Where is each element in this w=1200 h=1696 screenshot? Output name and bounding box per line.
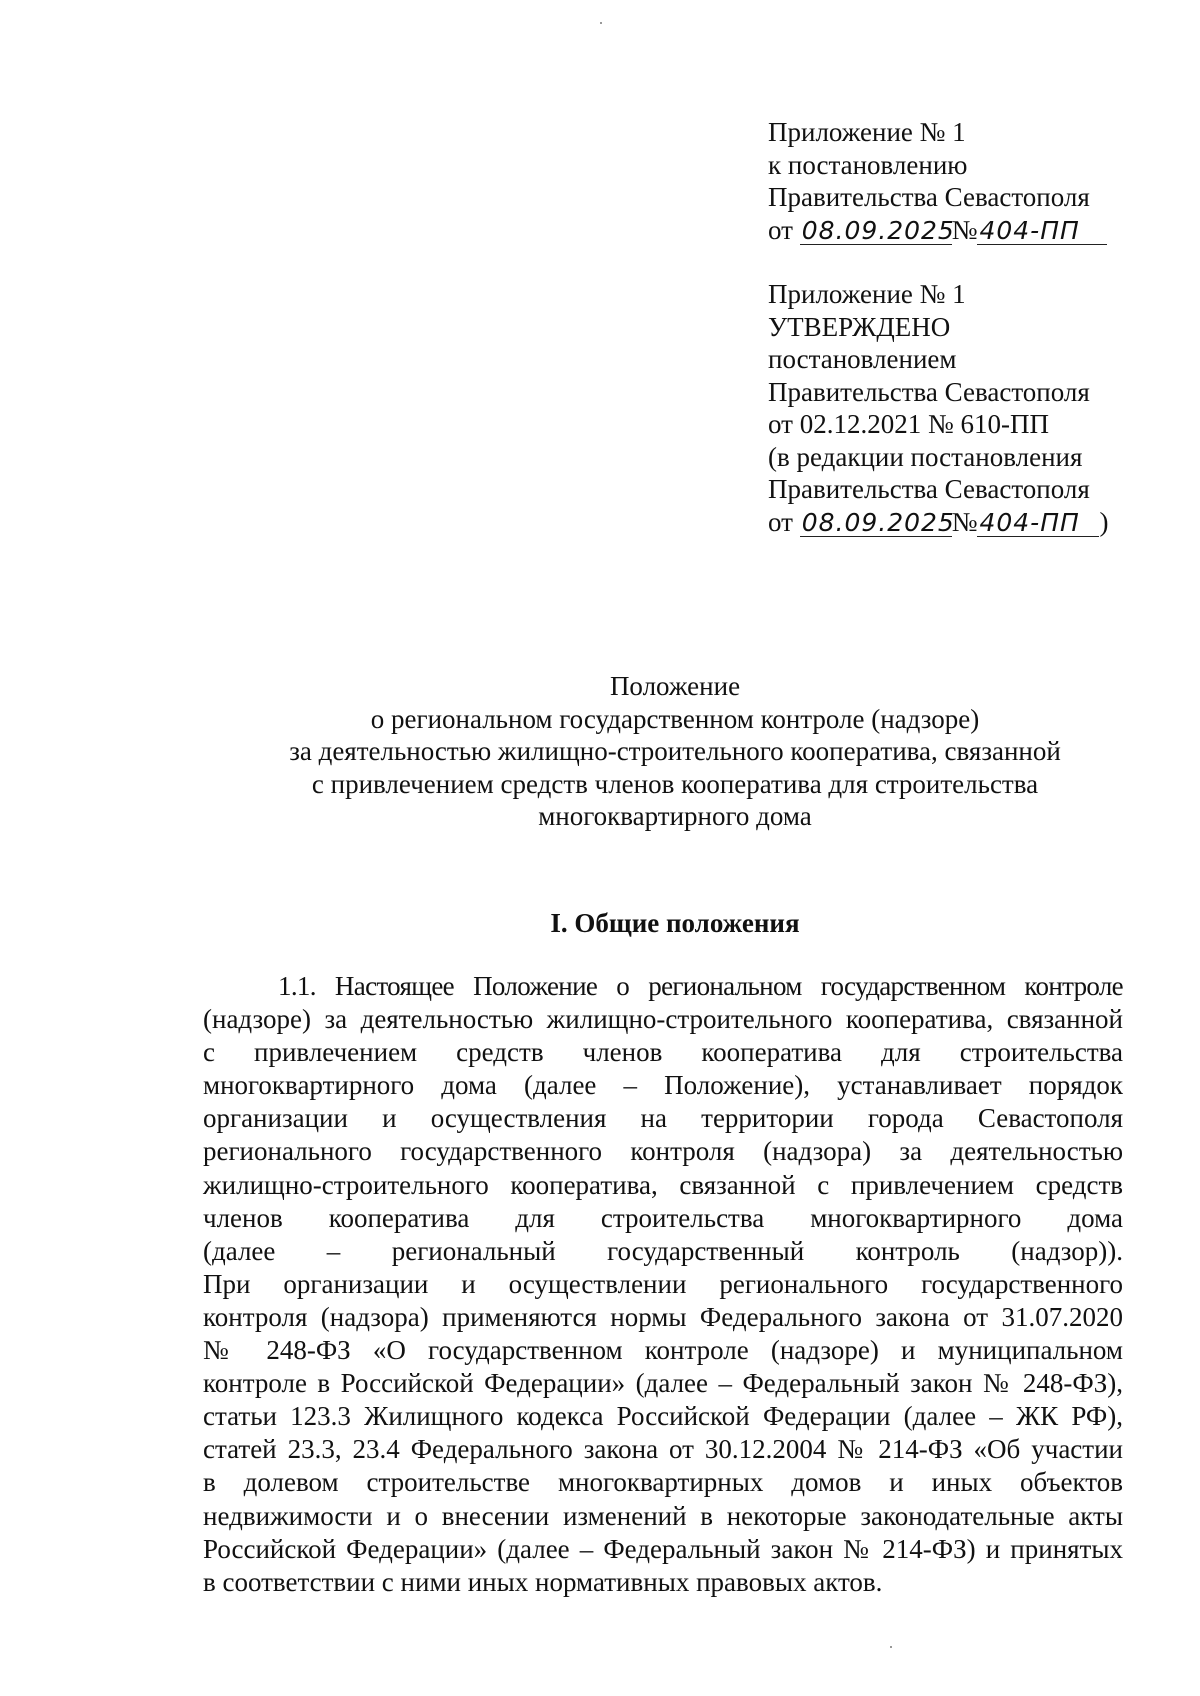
appendix-original-line6: (в редакции постановления (768, 441, 1083, 472)
paragraph-line: контроля (надзора) применяются нормы Федерального закона от 31.07.2020 (203, 1301, 1123, 1332)
paragraph-line: в соответствии с ними иных нормативных правовых актов. (203, 1566, 883, 1597)
handwritten-date: 08.09.2025 (801, 507, 955, 537)
title-line2: о региональном государственном контроле (надзоре) (370, 703, 980, 734)
paragraph-line: (далее – региональный государственный контроль (надзор)). (203, 1235, 1123, 1266)
scan-speck (890, 1646, 892, 1648)
handwritten-number: 404-ПП (977, 510, 1099, 537)
paragraph-line: с привлечением средств членов кооператива для строительства (203, 1037, 1123, 1068)
paragraph-line: № 248-ФЗ «О государственном контроле (надзоре) и муниципальном (203, 1335, 1123, 1366)
appendix-current-line3: Правительства Севастополя (768, 182, 1090, 212)
paragraph-line: многоквартирного дома (далее – Положение), устанавливает порядок (203, 1070, 1123, 1101)
paragraph-line: При организации и осуществлении регионального государственного (203, 1268, 1123, 1299)
appendix-original-date-line (768, 506, 1168, 539)
number-prefix: № (951, 506, 978, 537)
appendix-original-line1: Приложение № 1 (768, 279, 966, 309)
paragraph-line: жилищно-строительного кооператива, связанной с привлечением средств (203, 1169, 1123, 1200)
title-line1: Положение (609, 671, 741, 701)
paragraph-line: (надзоре) за деятельностью жилищно-строительного кооператива, связанной (203, 1004, 1123, 1035)
paragraph-line: организации и осуществления на территории города Севастополя (203, 1103, 1123, 1134)
appendix-original-line4: Правительства Севастополя (768, 376, 1090, 407)
appendix-original-line2: УТВЕРЖДЕНО (768, 311, 951, 342)
appendix-original-block (768, 278, 1168, 538)
paragraph-line: 1.1. Настоящее Положение о региональном государственном контроле (278, 971, 1123, 1001)
paragraph-line: статей 23.3, 23.4 Федерального закона от 30.12.2004 № 214-ФЗ «Об участии (203, 1434, 1123, 1465)
scan-speck (600, 22, 602, 24)
title-line4: с привлечением средств членов кооператива для строительства (311, 768, 1039, 799)
paragraph-line: Российской Федерации» (далее – Федеральный закон № 214-ФЗ) и принятых (203, 1533, 1123, 1564)
date-prefix: от (768, 214, 793, 245)
paragraph-1-1 (203, 970, 1123, 1599)
paragraph-line: статьи 123.3 Жилищного кодекса Российской Федерации (далее – ЖК РФ), (203, 1401, 1123, 1432)
appendix-original-line7: Правительства Севастополя (768, 474, 1090, 504)
date-prefix: от (768, 506, 793, 537)
paragraph-line: членов кооператива для строительства многоквартирного дома (203, 1202, 1123, 1233)
handwritten-number: 404-ПП (977, 218, 1107, 245)
appendix-current-line2: к постановлению (768, 149, 968, 180)
appendix-current-date-line (768, 214, 1168, 247)
paragraph-line: контроле в Российской Федерации» (далее – Федеральный закон № 248-ФЗ), (203, 1368, 1123, 1399)
section-heading: I. Общие положения (550, 908, 800, 938)
paragraph-line: регионального государственного контроля (надзора) за деятельностью (203, 1136, 1123, 1167)
number-prefix: № (951, 214, 978, 245)
appendix-current-line1: Приложение № 1 (768, 117, 966, 147)
title-line3: за деятельностью жилищно-строительного кооператива, связанной (289, 736, 1061, 767)
closing-parenthesis: ) (1099, 506, 1109, 537)
document-title (150, 670, 1200, 833)
title-line5: многоквартирного дома (538, 801, 812, 832)
handwritten-date: 08.09.2025 (801, 215, 955, 245)
paragraph-line: в долевом строительстве многоквартирных домов и иных объектов (203, 1467, 1123, 1498)
appendix-original-line5: от 02.12.2021 № 610-ПП (768, 409, 1049, 439)
appendix-original-line3: постановлением (768, 344, 957, 374)
appendix-current-block (768, 116, 1168, 246)
paragraph-line: недвижимости и о внесении изменений в некоторые законодательные акты (203, 1500, 1123, 1531)
